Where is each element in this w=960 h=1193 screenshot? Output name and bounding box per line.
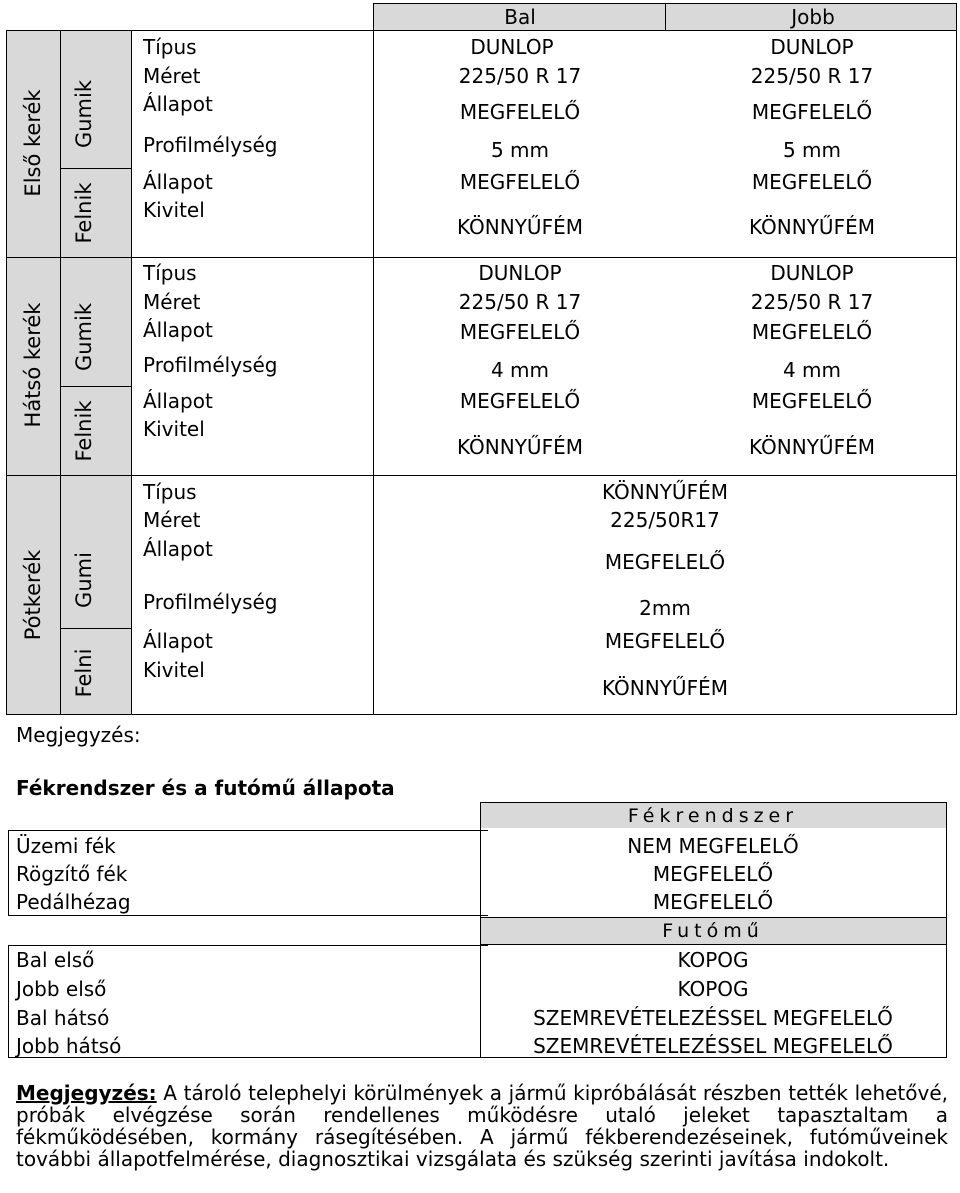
row-label: Kivitel	[143, 198, 205, 222]
row-label: Méret	[143, 290, 201, 314]
row-left: 225/50 R 17	[458, 64, 582, 88]
brake-row-value: NEM MEGFELELŐ	[627, 834, 799, 858]
subsection-separator-2	[60, 386, 131, 387]
col-divider-3	[373, 30, 374, 715]
row-value: 225/50R17	[610, 508, 720, 532]
chassis-row-label: Jobb első	[16, 977, 107, 1001]
row-left: KÖNNYŰFÉM	[457, 215, 583, 239]
row-label: Profilmélység	[143, 133, 278, 157]
tyre-note-label: Megjegyzés:	[16, 723, 141, 747]
subsection-separator-1	[60, 168, 131, 169]
header-left: Bal	[504, 5, 536, 29]
chassis-row-value: KOPOG	[677, 948, 749, 972]
section-separator-1	[6, 257, 957, 258]
section-title-rear: Hátsó kerék	[21, 302, 45, 428]
row-label: Méret	[143, 64, 201, 88]
row-right: DUNLOP	[770, 261, 854, 285]
row-label: Méret	[143, 508, 201, 532]
rim-label-spare: Felni	[72, 648, 96, 698]
row-right: 5 mm	[782, 138, 842, 162]
subsection-separator-3	[60, 628, 131, 629]
row-right: MEGFELELŐ	[751, 389, 873, 413]
footer-note	[16, 1082, 948, 1170]
row-label: Állapot	[143, 318, 213, 342]
section-title-spare: Pótkerék	[21, 549, 45, 641]
row-left: MEGFELELŐ	[459, 100, 581, 124]
header-right: Jobb	[791, 5, 835, 29]
row-label: Állapot	[143, 389, 213, 413]
col-divider-1	[60, 30, 61, 715]
brake-row-label: Pedálhézag	[16, 890, 131, 914]
chassis-row-value: SZEMREVÉTELEZÉSSEL MEGFELELŐ	[533, 1034, 893, 1058]
brake-row-label: Üzemi fék	[16, 834, 116, 858]
row-right: MEGFELELŐ	[751, 170, 873, 194]
row-left: 5 mm	[490, 138, 550, 162]
row-right: MEGFELELŐ	[751, 100, 873, 124]
footer-note-label: Megjegyzés:	[16, 1081, 157, 1105]
rim-label-front: Felnik	[72, 182, 96, 244]
row-label: Típus	[143, 35, 197, 59]
row-left: MEGFELELŐ	[459, 170, 581, 194]
row-label: Állapot	[143, 92, 213, 116]
row-left: DUNLOP	[470, 35, 554, 59]
row-right: 4 mm	[782, 358, 842, 382]
brake-section-title: Fékrendszer és a futómű állapota	[16, 776, 395, 800]
row-left: 225/50 R 17	[458, 290, 582, 314]
row-value: KÖNNYŰFÉM	[602, 676, 728, 700]
row-label: Kivitel	[143, 658, 205, 682]
tire-label-rear: Gumik	[72, 302, 96, 372]
row-left: MEGFELELŐ	[459, 320, 581, 344]
section-separator-2	[6, 475, 957, 476]
row-label: Kivitel	[143, 417, 205, 441]
row-left: MEGFELELŐ	[459, 389, 581, 413]
brake-header: Fékrendszer	[627, 805, 799, 827]
tire-label-front: Gumik	[72, 79, 96, 149]
brake-row-value: MEGFELELŐ	[652, 862, 774, 886]
chassis-row-label: Bal hátsó	[16, 1006, 110, 1030]
row-left: 4 mm	[490, 358, 550, 382]
chassis-row-label: Jobb hátsó	[16, 1034, 122, 1058]
row-left: DUNLOP	[478, 261, 562, 285]
row-left: KÖNNYŰFÉM	[457, 435, 583, 459]
row-label: Állapot	[143, 537, 213, 561]
brake-row-label: Rögzítő fék	[16, 862, 128, 886]
row-label: Állapot	[143, 629, 213, 653]
row-value: MEGFELELŐ	[604, 629, 726, 653]
brake-row-value: MEGFELELŐ	[652, 890, 774, 914]
row-right: DUNLOP	[770, 35, 854, 59]
chassis-header: Futómű	[662, 920, 764, 942]
row-label: Állapot	[143, 170, 213, 194]
row-label: Profilmélység	[143, 590, 278, 614]
chassis-row-value: KOPOG	[677, 977, 749, 1001]
row-label: Típus	[143, 480, 197, 504]
row-value: MEGFELELŐ	[604, 550, 726, 574]
row-right: KÖNNYŰFÉM	[749, 435, 875, 459]
chassis-row-label: Bal első	[16, 948, 95, 972]
chassis-header-top	[480, 917, 947, 918]
col-divider-4	[665, 3, 666, 30]
row-right: KÖNNYŰFÉM	[749, 215, 875, 239]
rim-label-rear: Felnik	[72, 400, 96, 462]
tire-label-spare: Gumi	[72, 552, 96, 608]
row-label: Profilmélység	[143, 353, 278, 377]
section-title-front: Első kerék	[21, 89, 45, 197]
chassis-header-bottom	[480, 944, 947, 945]
row-value: KÖNNYŰFÉM	[602, 480, 728, 504]
row-right: 225/50 R 17	[750, 290, 874, 314]
col-divider-2	[131, 30, 132, 715]
row-right: MEGFELELŐ	[751, 320, 873, 344]
footer-note-text: A tároló telephelyi körülmények a jármű kipróbálását részben tették lehetővé, próbák elvégzése során rendellenes működésre utaló jeleket tapasztaltam a fékműködésében, kormány rásegítésében. A jármű fékberendezéseinek, futóműveinek további állapotfelmérése, diagnosztikai vizsgálata és szükség szerinti javítása indokolt.	[16, 1081, 948, 1171]
row-right: 225/50 R 17	[750, 64, 874, 88]
row-label: Típus	[143, 261, 197, 285]
row-value: 2mm	[639, 596, 691, 620]
chassis-row-value: SZEMREVÉTELEZÉSSEL MEGFELELŐ	[533, 1006, 893, 1030]
